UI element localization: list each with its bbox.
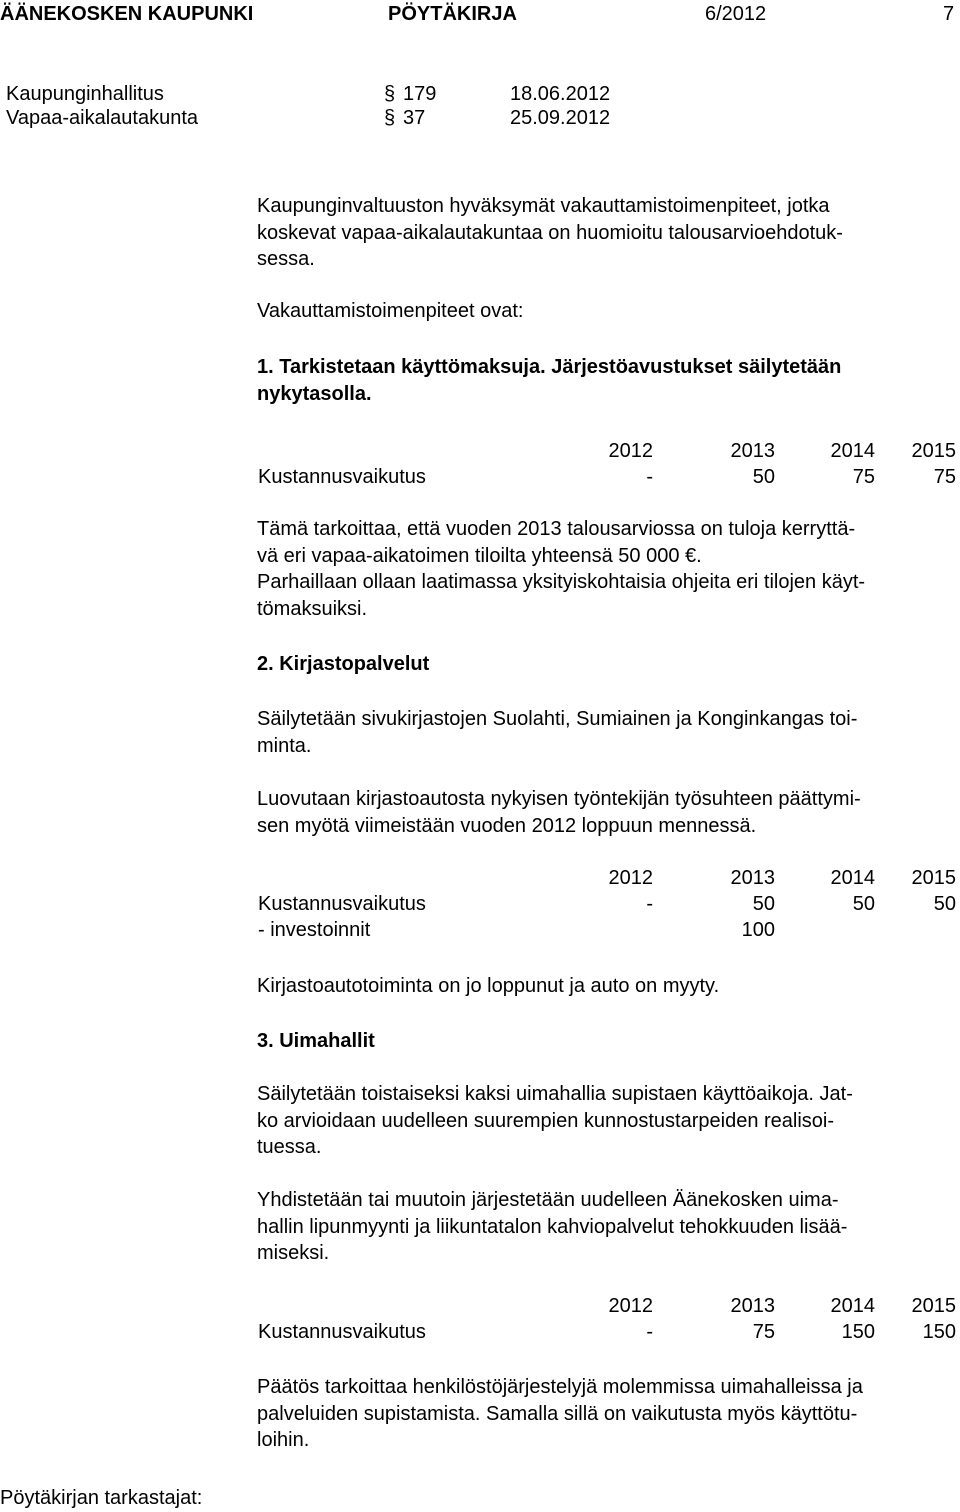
section-3-paragraph-3 bbox=[257, 1374, 863, 1454]
year-header: 2013 bbox=[730, 1295, 775, 1317]
doc-number: 6/2012 bbox=[705, 3, 767, 25]
section-2-paragraph-1 bbox=[257, 706, 857, 759]
cell-value: 50 bbox=[752, 466, 775, 488]
text-line: Säilytetään sivukirjastojen Suolahti, Sumiainen ja Konginkangas toi- bbox=[257, 708, 858, 730]
year-header: 2013 bbox=[730, 440, 775, 462]
reviewers-label: Pöytäkirjan tarkastajat: bbox=[0, 1487, 203, 1509]
text-line: vä eri vapaa-aikatoimen tiloilta yhteensä 50 000 €. bbox=[257, 544, 702, 567]
text-line: Luovutaan kirjastoautosta nykyisen työntekijän työsuhteen päättymi- bbox=[257, 788, 861, 810]
section-2-note: Kirjastoautotoiminta on jo loppunut ja auto on myyty. bbox=[257, 975, 720, 997]
section-2-heading: 2. Kirjastopalvelut bbox=[257, 653, 430, 675]
text-line: Kaupunginvaltuuston hyväksymät vakauttamistoimenpiteet, jotka bbox=[257, 195, 830, 217]
year-header: 2012 bbox=[608, 867, 653, 889]
year-header: 2015 bbox=[911, 1295, 956, 1317]
meeting-date: 18.06.2012 bbox=[510, 83, 611, 105]
year-header: 2015 bbox=[911, 867, 956, 889]
year-header: 2014 bbox=[830, 867, 875, 889]
cell-value: 75 bbox=[752, 1321, 775, 1343]
row-label: Kustannusvaikutus bbox=[258, 893, 426, 915]
text-line: hallin lipunmyynti ja liikuntatalon kahviopalvelut tehokkuuden lisää- bbox=[257, 1215, 848, 1238]
cell-value: 100 bbox=[741, 919, 775, 941]
text-line: palveluiden supistamista. Samalla sillä on vaikutusta myös käyttötu- bbox=[257, 1402, 858, 1425]
cell-value: 150 bbox=[922, 1321, 956, 1343]
text-line: sessa. bbox=[257, 248, 315, 270]
page-number: 7 bbox=[943, 3, 955, 25]
row-label: Kustannusvaikutus bbox=[258, 1321, 426, 1343]
year-header: 2014 bbox=[830, 1295, 875, 1317]
text-line: sen myötä viimeistään vuoden 2012 loppuun mennessä. bbox=[257, 814, 757, 837]
section-1-heading bbox=[257, 354, 841, 407]
text-line: tuessa. bbox=[257, 1136, 322, 1158]
text-line: tömaksuiksi. bbox=[257, 597, 368, 620]
cell-value: - bbox=[646, 1321, 653, 1343]
year-header: 2012 bbox=[608, 440, 653, 462]
intro-paragraph bbox=[257, 193, 843, 273]
text-line: Parhaillaan ollaan laatimassa yksityiskohtaisia ohjeita eri tilojen käyt- bbox=[257, 571, 866, 593]
text-line: Tämä tarkoittaa, että vuoden 2013 talousarviossa on tuloja kerryttä- bbox=[257, 518, 856, 540]
body-name: Kaupunginhallitus bbox=[6, 83, 164, 105]
section-sign: § bbox=[384, 83, 396, 105]
section-3-paragraph-2 bbox=[257, 1187, 847, 1267]
row-label: - investoinnit bbox=[258, 919, 371, 941]
cell-value: 50 bbox=[852, 893, 875, 915]
section-sign: § bbox=[384, 107, 396, 129]
cell-value: 150 bbox=[841, 1321, 875, 1343]
section-1-text bbox=[257, 516, 865, 622]
body-name: Vapaa-aikalautakunta bbox=[6, 107, 198, 129]
section-number: 179 bbox=[403, 83, 437, 105]
cell-value: 75 bbox=[933, 466, 956, 488]
section-2-paragraph-2 bbox=[257, 786, 861, 839]
cell-value: - bbox=[646, 466, 653, 488]
cell-value: - bbox=[646, 893, 653, 915]
text-line: Päätös tarkoittaa henkilöstöjärjestelyjä molemmissa uimahalleissa ja bbox=[257, 1376, 863, 1398]
year-header: 2014 bbox=[830, 440, 875, 462]
text-line: miseksi. bbox=[257, 1242, 330, 1264]
text-line: nykytasolla. bbox=[257, 382, 372, 405]
year-header: 2015 bbox=[911, 440, 956, 462]
text-line: 1. Tarkistetaan käyttömaksuja. Järjestöavustukset säilytetään bbox=[257, 356, 842, 378]
doc-type: PÖYTÄKIRJA bbox=[388, 3, 517, 25]
meeting-date: 25.09.2012 bbox=[510, 107, 611, 129]
cell-value: 75 bbox=[852, 466, 875, 488]
text-line: Säilytetään toistaiseksi kaksi uimahallia supistaen käyttöaikoja. Jat- bbox=[257, 1083, 853, 1105]
org-name: ÄÄNEKOSKEN KAUPUNKI bbox=[0, 3, 254, 25]
text-line: koskevat vapaa-aikalautakuntaa on huomioitu talousarvioehdotuk- bbox=[257, 221, 843, 244]
cell-value: 50 bbox=[752, 893, 775, 915]
year-header: 2013 bbox=[730, 867, 775, 889]
measures-heading: Vakauttamistoimenpiteet ovat: bbox=[257, 300, 524, 322]
row-label: Kustannusvaikutus bbox=[258, 466, 426, 488]
cell-value: 50 bbox=[933, 893, 956, 915]
year-header: 2012 bbox=[608, 1295, 653, 1317]
text-line: ko arvioidaan uudelleen suurempien kunnostustarpeiden realisoi- bbox=[257, 1109, 835, 1132]
text-line: minta. bbox=[257, 734, 312, 757]
text-line: loihin. bbox=[257, 1429, 310, 1451]
text-line: Yhdistetään tai muutoin järjestetään uudelleen Äänekosken uima- bbox=[257, 1189, 839, 1211]
section-3-heading: 3. Uimahallit bbox=[257, 1030, 375, 1052]
section-3-paragraph-1 bbox=[257, 1081, 853, 1161]
section-number: 37 bbox=[403, 107, 426, 129]
